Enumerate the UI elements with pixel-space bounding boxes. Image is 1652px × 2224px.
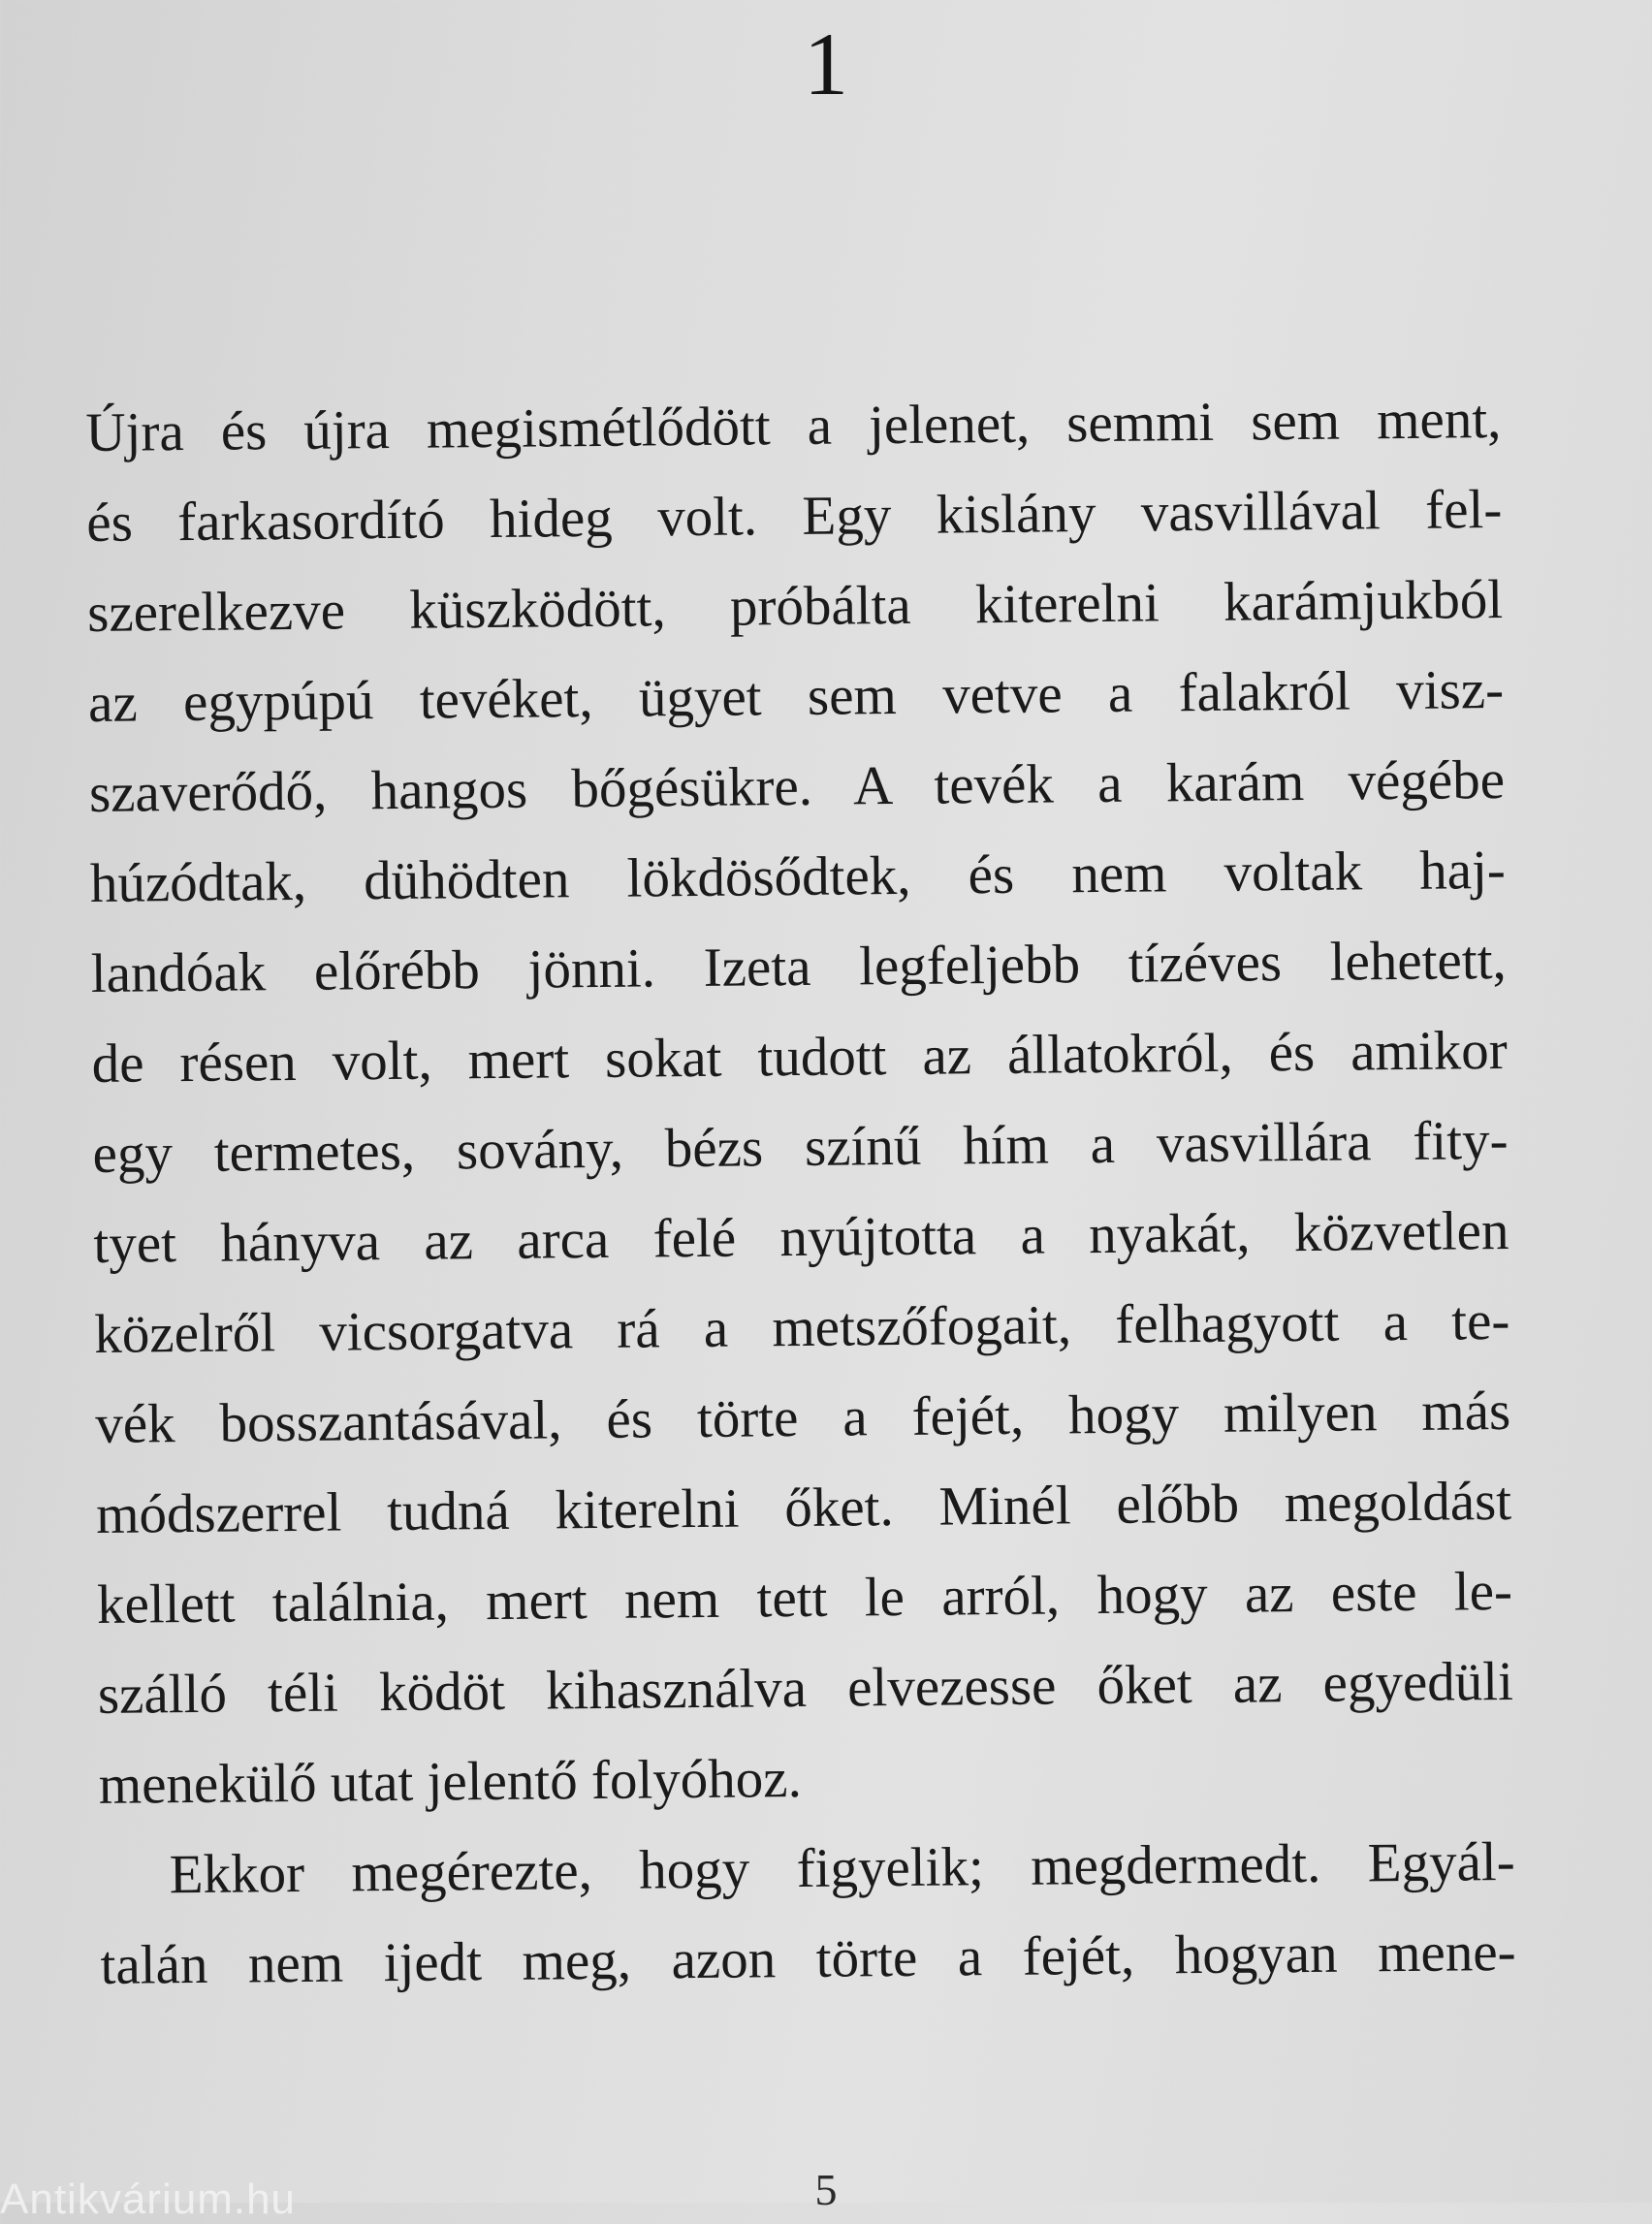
text-line: vék bosszantásával, és törte a fejét, hogy milyen más	[94, 1380, 1511, 1455]
text-line: módszerrel tudná kiterelni őket. Minél előbb megoldást	[95, 1470, 1512, 1545]
text-line: közelről vicsorgatva rá a metszőfogait, felhagyott a te-	[94, 1289, 1510, 1365]
text-line: és farkasordító hideg volt. Egy kislány vasvillával fel-	[86, 478, 1503, 554]
page-number: 5	[814, 2165, 838, 2214]
text-line: szaverődő, hangos bőgésükre. A tevék a karám végébe	[88, 748, 1506, 824]
text-line: Ekkor megérezte, hogy figyelik; megdermedt. Egyál-	[169, 1830, 1515, 1906]
text-line: de résen volt, mert sokat tudott az állatokról, és amikor	[91, 1019, 1508, 1095]
text-line: húzódtak, dühödten lökdösődtek, és nem voltak haj-	[89, 839, 1507, 914]
text-line: landóak előrébb jönni. Izeta legfeljebb tízéves lehetett,	[90, 929, 1508, 1004]
text-line: talán nem ijedt meg, azon törte a fejét, hogyan mene-	[100, 1921, 1516, 1996]
text-line: az egypúpú tevéket, ügyet sem vetve a falakról visz-	[87, 658, 1505, 734]
watermark: Antikvárium.hu	[0, 2176, 297, 2223]
text-line: kellett találnia, mert nem tett le arról, hogy az este le-	[96, 1560, 1513, 1636]
text-line: szálló téli ködöt kihasználva elvezesse őket az egyedüli	[97, 1650, 1514, 1726]
text-line: egy termetes, sovány, bézs színű hím a vasvillára fity-	[92, 1109, 1509, 1185]
text-line: Újra és újra megismétlődött a jelenet, semmi sem ment,	[85, 388, 1502, 463]
text-line: menekülő utat jelentő folyóhoz.	[98, 1747, 803, 1816]
text-line: tyet hányva az arca felé nyújtotta a nyakát, közvetlen	[93, 1199, 1509, 1275]
chapter-number: 1	[804, 15, 848, 113]
body-text	[85, 374, 1516, 2011]
text-line: szerelkezve küszködött, próbálta kiterelni karámjukból	[86, 568, 1504, 644]
